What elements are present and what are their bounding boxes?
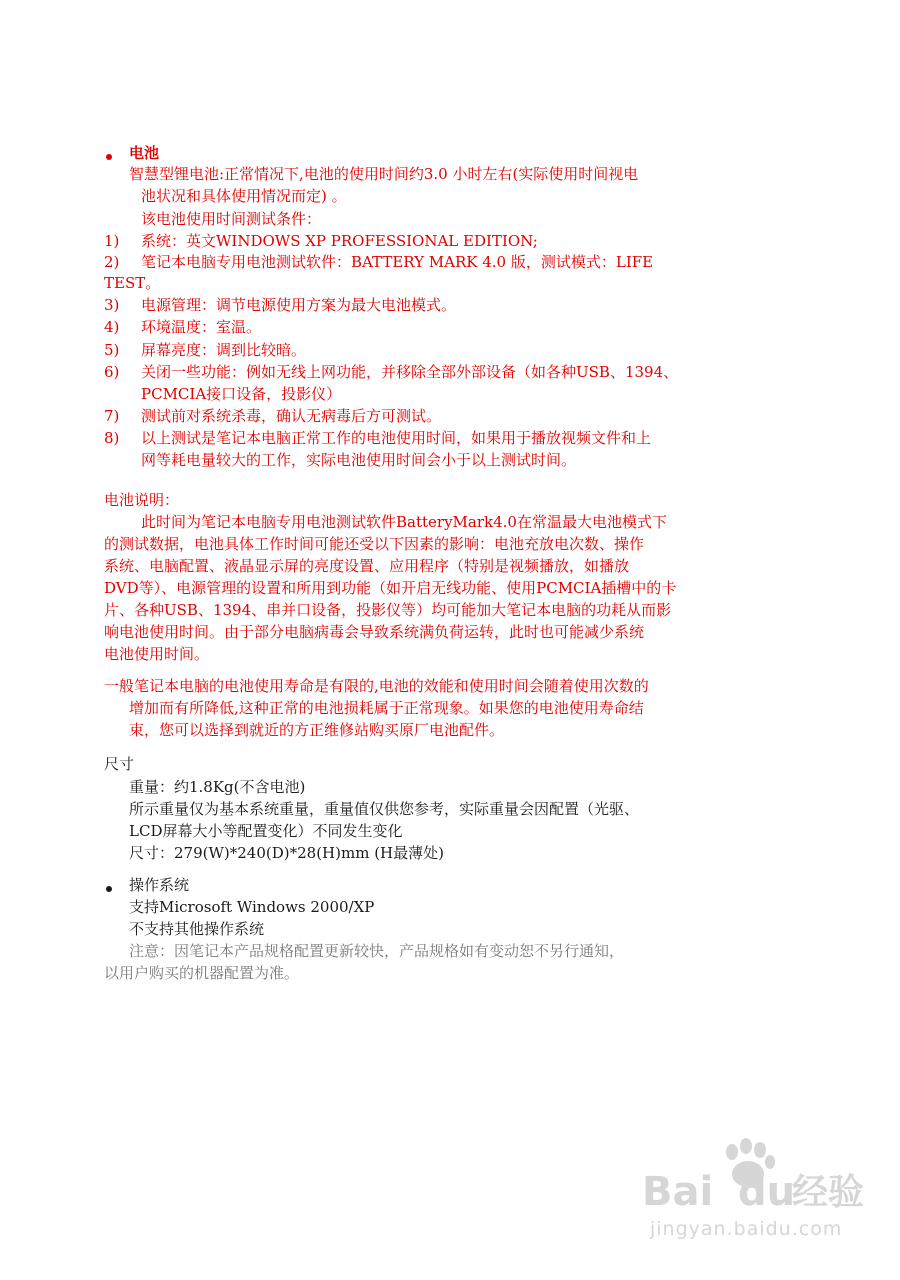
notice-line: 以用户购买的机器配置为准。 — [104, 964, 300, 982]
bullet-icon — [106, 154, 112, 160]
os-unsupported-text: 不支持其他操作系统 — [129, 920, 265, 938]
dimensions-heading: 尺寸 — [104, 755, 135, 773]
battery-note-line: 响电池使用时间。由于部分电脑病毒会导致系统满负荷运转，此时也可能减少系统 — [104, 623, 645, 641]
item-number: 7) — [104, 407, 120, 425]
baidu-brand-cn: 经验 — [792, 1172, 865, 1213]
item-number: 8) — [104, 429, 120, 447]
weight-note-line: LCD屏幕大小等配置变化）不同发生变化 — [129, 822, 403, 840]
item-text: 笔记本电脑专用电池测试软件：BATTERY MARK 4.0 版，测试模式：LIFE — [141, 253, 654, 271]
os-support-text: 支持Microsoft Windows 2000/XP — [129, 898, 375, 916]
item-number: 4) — [104, 318, 120, 336]
item-text: 屏幕亮度：调到比较暗。 — [141, 341, 307, 359]
battery-note-line: DVD等）、电源管理的设置和所用到功能（如开启无线功能、使用PCMCIA插槽中的卡 — [104, 579, 677, 597]
size-text: 尺寸：279(W)*240(D)*28(H)mm (H最薄处) — [129, 844, 444, 862]
item-text: 关闭一些功能：例如无线上网功能，并移除全部外部设备（如各种USB、1394、 — [141, 363, 679, 381]
item-text: 电源管理：调节电源使用方案为最大电池模式。 — [141, 296, 457, 314]
baidu-url: jingyan.baidu.com — [650, 1218, 843, 1240]
battery-note-line: 片、各种USB、1394、串并口设备，投影仪等）均可能加大笔记本电脑的功耗从而影 — [104, 601, 672, 619]
item-text: 以上测试是笔记本电脑正常工作的电池使用时间，如果用于播放视频文件和上 — [141, 429, 652, 447]
item-text-continued: 网等耗电量较大的工作，实际电池使用时间会小于以上测试时间。 — [141, 451, 577, 469]
test-conditions-label: 该电池使用时间测试条件： — [141, 210, 322, 228]
baidu-brand-right: du — [738, 1169, 796, 1215]
battery-life-line: 增加而有所降低,这种正常的电池损耗属于正常现象。如果您的电池使用寿命结 — [129, 699, 644, 717]
battery-intro-line-2: 池状况和具体使用情况而定) 。 — [141, 187, 347, 205]
item-text: 系统：英文WINDOWS XP PROFESSIONAL EDITION; — [141, 232, 538, 250]
item-number: 2) — [104, 253, 120, 271]
battery-heading: 电池 — [129, 144, 160, 162]
baidu-brand-left: Bai — [642, 1169, 714, 1215]
battery-life-line: 束，您可以选择到就近的方正维修站购买原厂电池配件。 — [129, 721, 505, 739]
weight-note-line: 所示重量仅为基本系统重量，重量值仅供您参考，实际重量会因配置（光驱、 — [129, 800, 640, 818]
item-text-continued: TEST。 — [104, 274, 161, 292]
battery-life-line: 一般笔记本电脑的电池使用寿命是有限的,电池的效能和使用时间会随着使用次数的 — [104, 677, 649, 695]
battery-note-line: 的测试数据，电池具体工作时间可能还受以下因素的影响：电池充放电次数、操作 — [104, 535, 645, 553]
battery-intro-line-1: 智慧型锂电池:正常情况下,电池的使用时间约3.0 小时左右(实际使用时间视电 — [129, 165, 639, 183]
battery-note-line: 此时间为笔记本电脑专用电池测试软件BatteryMark4.0在常温最大电池模式下 — [141, 513, 667, 531]
item-number: 5) — [104, 341, 120, 359]
item-number: 6) — [104, 363, 120, 381]
baidu-jingyan-watermark — [640, 1130, 880, 1250]
battery-note-line: 电池使用时间。 — [104, 645, 210, 663]
item-number: 1) — [104, 232, 120, 250]
weight-text: 重量：约1.8Kg(不含电池) — [129, 778, 306, 796]
item-number: 3) — [104, 296, 120, 314]
bullet-icon — [106, 886, 112, 892]
item-text-continued: PCMCIA接口设备，投影仪） — [141, 385, 342, 403]
battery-note-heading: 电池说明： — [104, 491, 180, 509]
item-text: 环境温度：室温。 — [141, 318, 262, 336]
os-heading: 操作系统 — [129, 876, 190, 894]
item-text: 测试前对系统杀毒，确认无病毒后方可测试。 — [141, 407, 442, 425]
battery-note-line: 系统、电脑配置、液晶显示屏的亮度设置、应用程序（特别是视频播放，如播放 — [104, 557, 630, 575]
notice-line: 注意：因笔记本产品规格配置更新较快，产品规格如有变动恕不另行通知， — [129, 942, 625, 960]
